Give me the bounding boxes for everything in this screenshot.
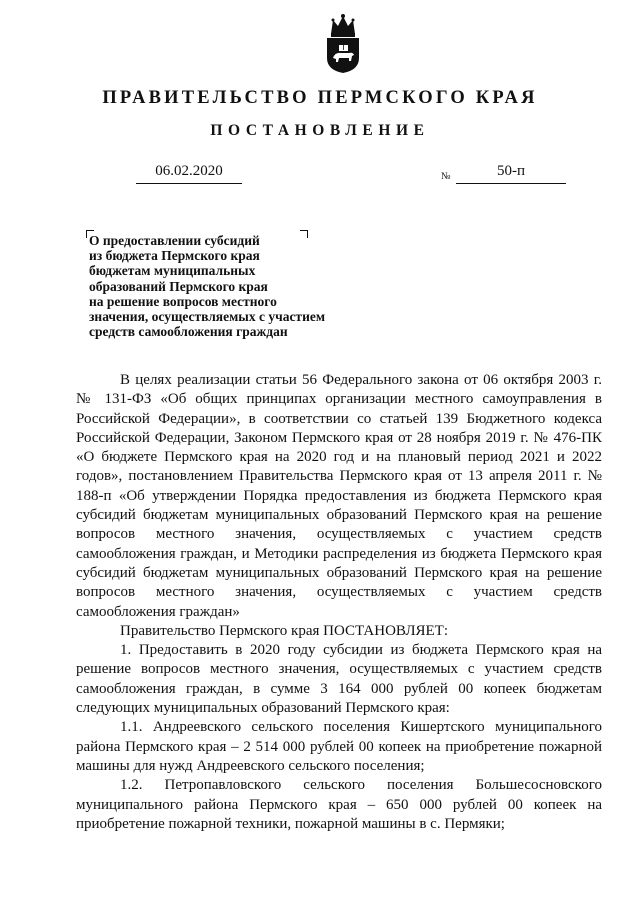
document-kind: ПОСТАНОВЛЕНИЕ (210, 122, 430, 139)
resolution-paragraph: Правительство Пермского края ПОСТАНОВЛЯЕТ: (120, 622, 449, 639)
subject-line: на решение вопросов местного (89, 293, 277, 309)
perm-krai-coat-of-arms-icon (323, 12, 363, 74)
subject-line: О предоставлении субсидий (89, 233, 260, 248)
document-body (76, 371, 602, 834)
subject-line: из бюджета Пермского края (89, 248, 260, 264)
subject-line: значения, осуществляемых с участием (89, 309, 326, 325)
subject-line: средств самообложения граждан (89, 324, 288, 340)
subject-line: бюджетам муниципальных (89, 263, 256, 279)
preamble-paragraph: В целях реализации статьи 56 Федерального закона от 06 октября 2003 г. № 131-ФЗ «Об общих принципах организации местного самоуправления в Российской Федерации», в соответствии со статьей 139 Бюджетного кодекса Российской Федерации, Законом Пермского края от 28 ноября 2019 г. № 476-ПК «О бюджете Пермского края на 2020 год и на плановый период 2021 и 2022 годов», постановлением Правительства Пермского края от 13 апреля 2011 г. № 188-п «Об утверждении Порядка предоставления из бюджета Пермского края субсидий бюджетам муниципальных образований Пермского края на решение вопросов местного значения, осуществляемых с участием средств самообложения граждан, и Методики распределения из бюджета Пермского края субсидий бюджетам муниципальных образований Пермского края на решение вопросов местного значения, осуществляемых с участием средств самообложения граждан» (76, 372, 602, 620)
document-subject (89, 233, 389, 339)
document-number: 50-п (456, 163, 566, 184)
clause-1-2: 1.2. Петропавловского сельского поселения Большесосновского муниципального района Пермского края – 650 000 рублей 00 копеек на приобретение пожарной техники, пожарной машины в с. Пермяки; (76, 777, 602, 832)
clause-1: 1. Предоставить в 2020 году субсидии из бюджета Пермского края на решение вопросов местного значения, осуществляемых с участием средств самообложения граждан, в сумме 3 164 000 рублей 00 копеек бюджетам следующих муниципальных образований Пермского края: (76, 642, 602, 717)
number-sign: № (441, 171, 451, 182)
clause-1-1: 1.1. Андреевского сельского поселения Кишертского муниципального района Пермского края – 2 514 000 рублей 00 копеек на приобретение пожарной машины для нужд Андреевского сельского поселения; (76, 719, 602, 774)
government-title: ПРАВИТЕЛЬСТВО ПЕРМСКОГО КРАЯ (102, 88, 538, 108)
subject-line: образований Пермского края (89, 278, 268, 294)
document-date: 06.02.2020 (136, 163, 242, 184)
